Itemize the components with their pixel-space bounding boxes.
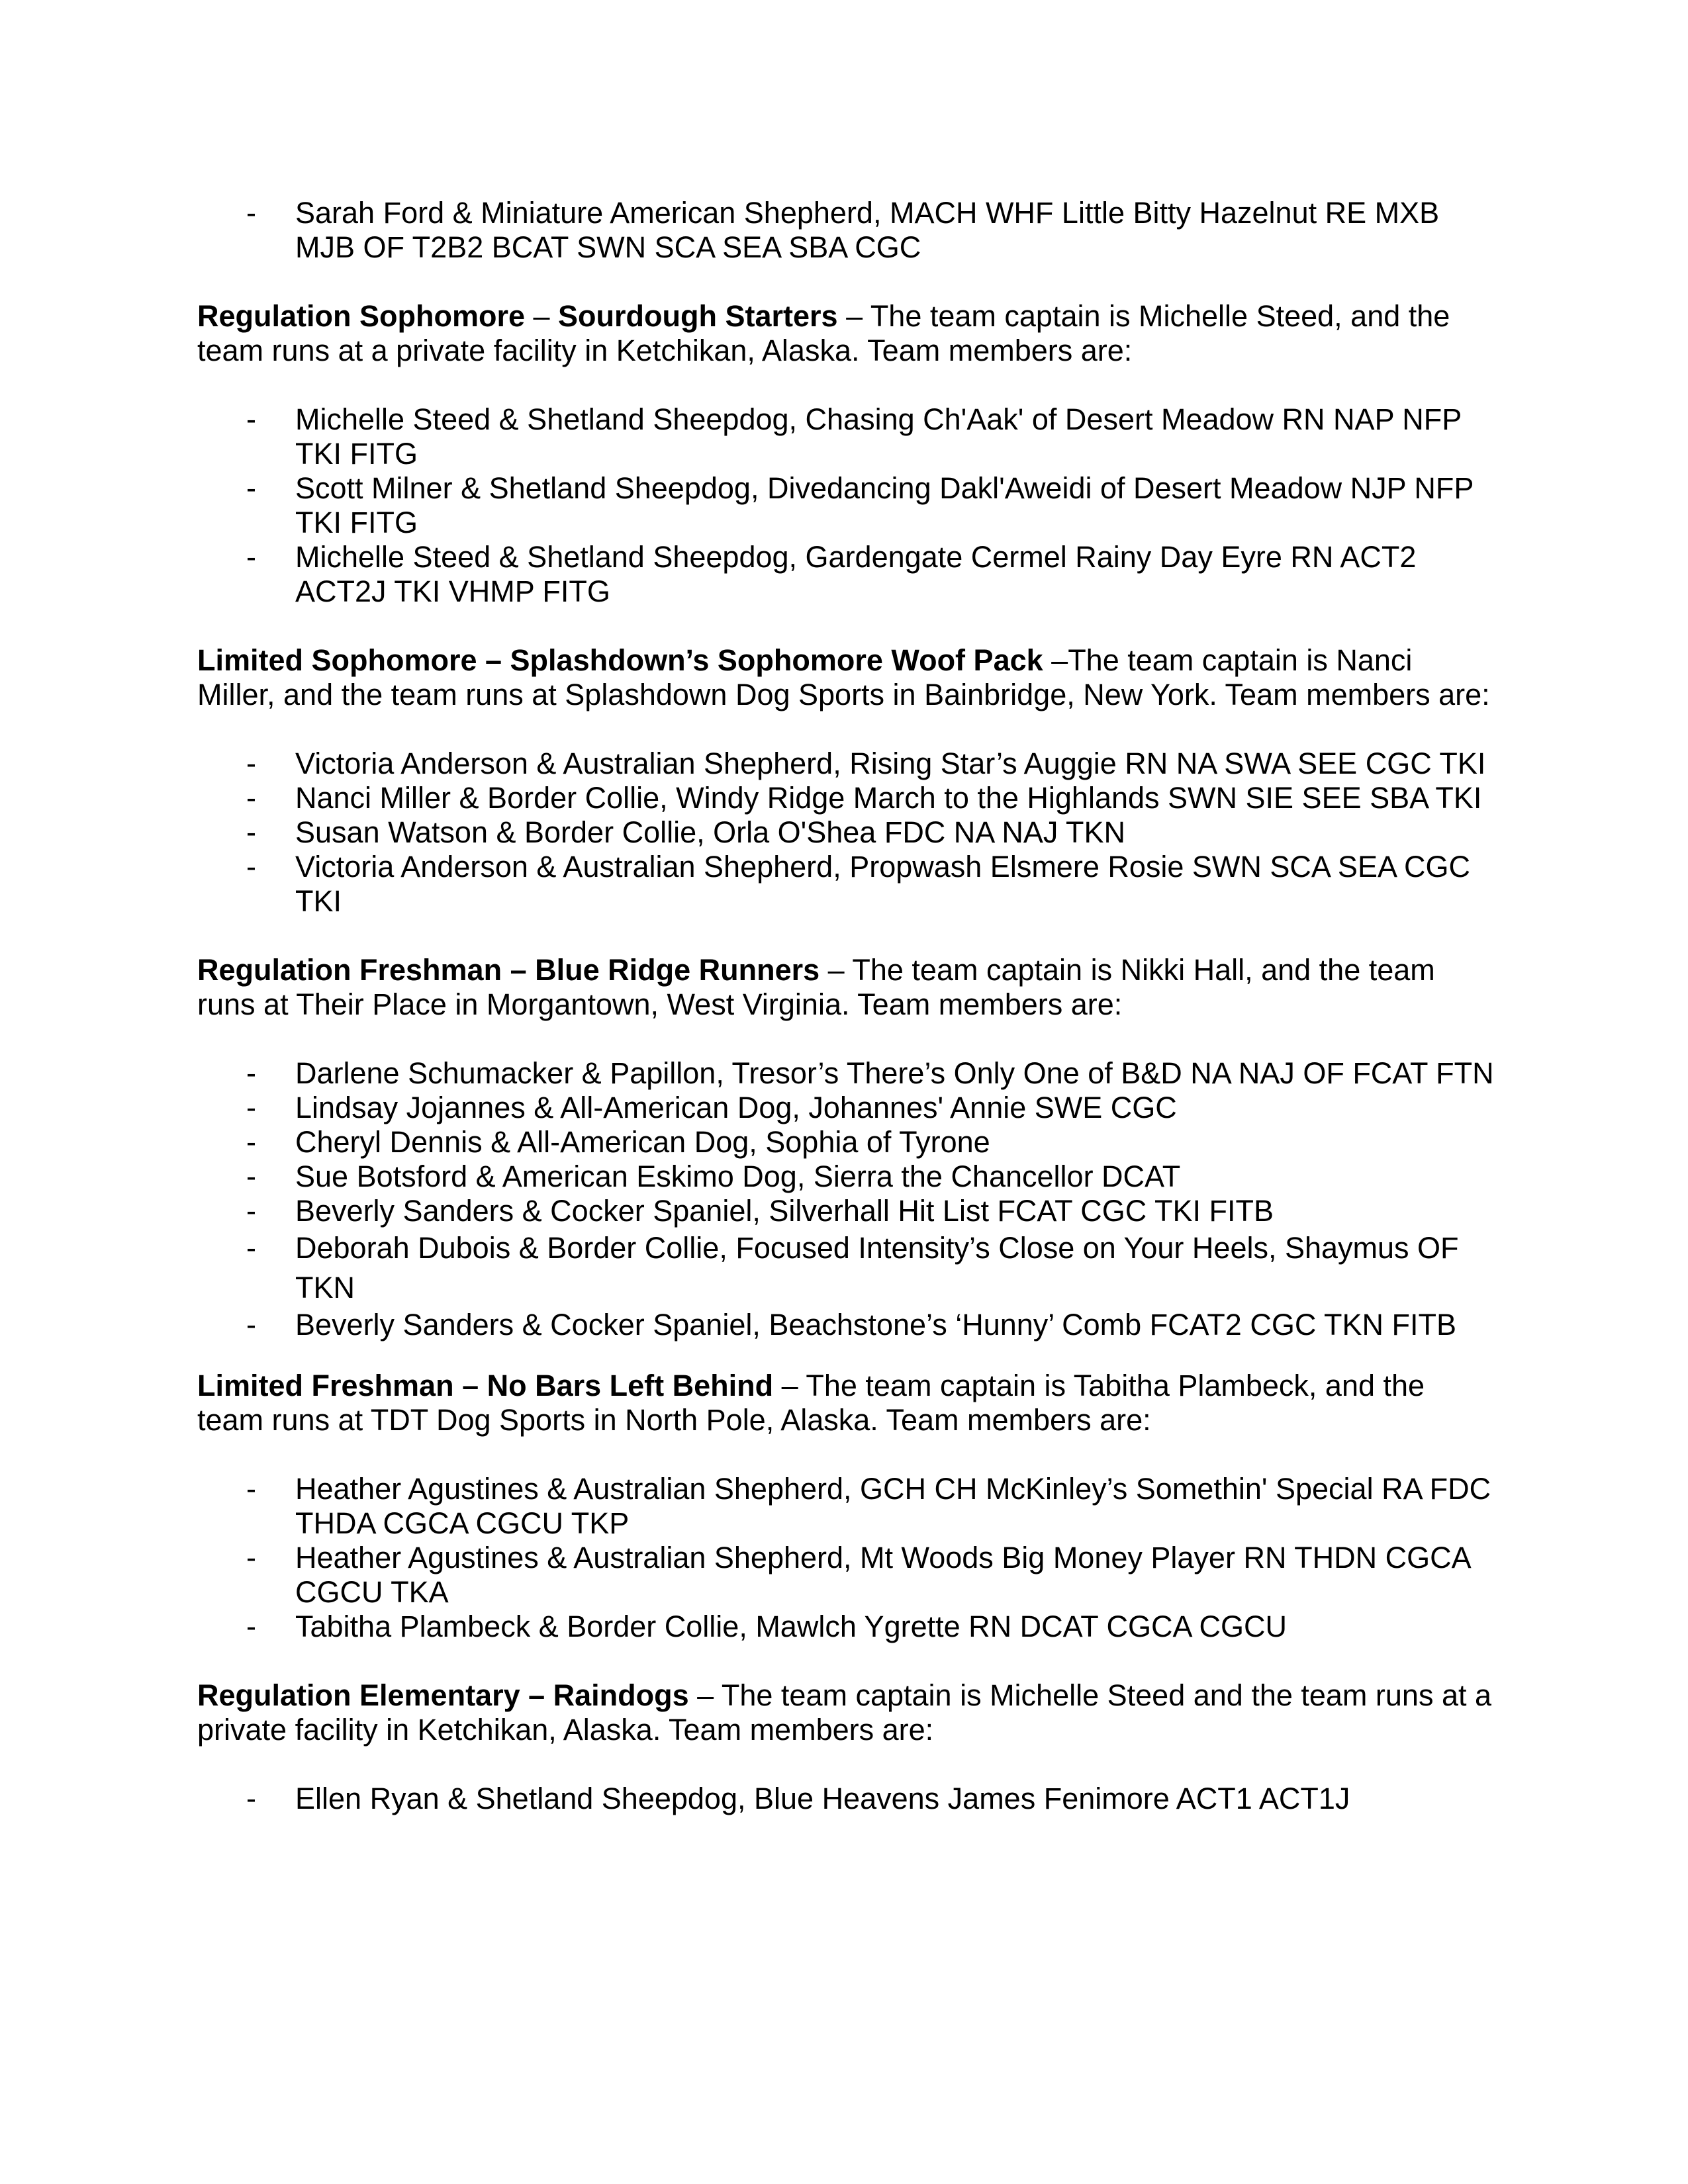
member-text: Cheryl Dennis & All-American Dog, Sophia of Tyrone (295, 1125, 990, 1159)
bullet-dash: - (246, 1091, 256, 1124)
team-paragraph-regulation-freshman (197, 953, 1495, 1022)
member-text: Sue Botsford & American Eskimo Dog, Sierra the Chancellor DCAT (295, 1160, 1181, 1193)
bullet-dash: - (246, 196, 256, 230)
bullet-dash: - (246, 402, 256, 436)
bullet-dash: - (246, 1472, 256, 1506)
member-list-limited-freshman (197, 1472, 1495, 1644)
member-text: Darlene Schumacker & Papillon, Tresor’s There’s Only One of B&D NA NAJ OF FCAT FTN (295, 1056, 1494, 1090)
member-item (197, 1160, 1495, 1194)
member-item (197, 1228, 1495, 1308)
division-heading: Regulation Elementary – Raindogs (197, 1678, 689, 1712)
team-paragraph-regulation-sophomore (197, 299, 1495, 368)
member-text: Deborah Dubois & Border Collie, Focused Intensity’s Close on Your Heels, Shaymus OF TKN (295, 1231, 1459, 1304)
document-page (197, 196, 1495, 1850)
bullet-dash: - (246, 1610, 256, 1643)
member-item (197, 1472, 1495, 1541)
bullet-dash: - (246, 1160, 256, 1193)
member-list-regulation-sophomore (197, 402, 1495, 609)
division-heading: Limited Sophomore – Splashdown’s Sophomore Woof Pack (197, 643, 1043, 677)
bullet-dash: - (246, 850, 256, 884)
member-item (197, 402, 1495, 471)
bullet-dash: - (246, 747, 256, 780)
member-text: Heather Agustines & Australian Shepherd, Mt Woods Big Money Player RN THDN CGCA CGCU TKA (295, 1541, 1470, 1609)
separator: – (773, 1369, 806, 1402)
member-text: Sarah Ford & Miniature American Shepherd, MACH WHF Little Bitty Hazelnut RE MXB MJB OF T2B2 BCAT SWN SCA SEA SBA CGC (295, 196, 1440, 264)
member-item (197, 1782, 1495, 1816)
member-text: Victoria Anderson & Australian Shepherd, Rising Star’s Auggie RN NA SWA SEE CGC TKI (295, 747, 1486, 780)
bullet-dash: - (246, 1308, 256, 1342)
member-text: Scott Milner & Shetland Sheepdog, Divedancing Dakl'Aweidi of Desert Meadow NJP NFP TKI FITG (295, 471, 1474, 539)
member-item (197, 1541, 1495, 1610)
member-item (197, 1308, 1495, 1342)
member-text: Michelle Steed & Shetland Sheepdog, Gardengate Cermel Rainy Day Eyre RN ACT2 ACT2J TKI VHMP FITG (295, 540, 1417, 608)
member-text: Ellen Ryan & Shetland Sheepdog, Blue Heavens James Fenimore ACT1 ACT1J (295, 1782, 1350, 1815)
member-item (197, 1056, 1495, 1091)
member-text: Beverly Sanders & Cocker Spaniel, Silverhall Hit List FCAT CGC TKI FITB (295, 1194, 1274, 1228)
member-text: Heather Agustines & Australian Shepherd, GCH CH McKinley’s Somethin' Special RA FDC THDA CGCA CGCU TKP (295, 1472, 1491, 1540)
team-description: The team captain is Nikki Hall, and the team runs at Their Place in Morgantown, West Virginia. Team members are: (197, 953, 1435, 1021)
member-item (197, 1125, 1495, 1160)
team-description: The team captain is Nanci Miller, and the team runs at Splashdown Dog Sports in Bainbridge, New York. Team members are: (197, 643, 1490, 711)
member-item (197, 196, 1495, 265)
member-text: Beverly Sanders & Cocker Spaniel, Beachstone’s ‘Hunny’ Comb FCAT2 CGC TKN FITB (295, 1308, 1457, 1342)
separator: – (820, 953, 853, 987)
separator: – (837, 299, 870, 333)
member-item (197, 747, 1495, 781)
separator: – (688, 1678, 722, 1712)
member-item (197, 815, 1495, 850)
division-heading: Limited Freshman – No Bars Left Behind (197, 1369, 774, 1402)
member-text: Tabitha Plambeck & Border Collie, Mawlch Ygrette RN DCAT CGCA CGCU (295, 1610, 1288, 1643)
bullet-dash: - (246, 1541, 256, 1574)
team-description: The team captain is Michelle Steed and the team runs at a private facility in Ketchikan, Alaska. Team members are: (197, 1678, 1492, 1747)
member-list-regulation-elementary (197, 1782, 1495, 1816)
member-text: Nanci Miller & Border Collie, Windy Ridge March to the Highlands SWN SIE SEE SBA TKI (295, 781, 1482, 815)
member-item (197, 1194, 1495, 1228)
member-text: Victoria Anderson & Australian Shepherd, Propwash Elsmere Rosie SWN SCA SEA CGC TKI (295, 850, 1470, 918)
bullet-dash: - (246, 1125, 256, 1159)
bullet-dash: - (246, 1231, 256, 1265)
member-list-continued (197, 196, 1495, 265)
team-name: Sourdough Starters (558, 299, 838, 333)
member-list-limited-sophomore (197, 747, 1495, 919)
member-text: Michelle Steed & Shetland Sheepdog, Chasing Ch'Aak' of Desert Meadow RN NAP NFP TKI FITG (295, 402, 1462, 471)
member-item (197, 1610, 1495, 1644)
team-paragraph-limited-sophomore (197, 643, 1495, 712)
bullet-dash: - (246, 540, 256, 574)
member-item (197, 781, 1495, 815)
member-list-regulation-freshman (197, 1056, 1495, 1342)
bullet-dash: - (246, 471, 256, 505)
bullet-dash: - (246, 781, 256, 815)
member-item (197, 1091, 1495, 1125)
separator: – (525, 299, 559, 333)
team-description: The team captain is Michelle Steed, and the team runs at a private facility in Ketchikan, Alaska. Team members are: (197, 299, 1450, 367)
member-item (197, 850, 1495, 919)
bullet-dash: - (246, 1782, 256, 1815)
division-heading: Regulation Sophomore (197, 299, 525, 333)
team-description: The team captain is Tabitha Plambeck, and the team runs at TDT Dog Sports in North Pole, Alaska. Team members are: (197, 1369, 1425, 1437)
team-paragraph-limited-freshman (197, 1369, 1495, 1437)
member-text: Lindsay Jojannes & All-American Dog, Johannes' Annie SWE CGC (295, 1091, 1177, 1124)
bullet-dash: - (246, 815, 256, 849)
division-heading: Regulation Freshman – Blue Ridge Runners (197, 953, 820, 987)
member-item (197, 540, 1495, 609)
member-item (197, 471, 1495, 540)
separator: – (1043, 643, 1068, 677)
bullet-dash: - (246, 1056, 256, 1090)
team-paragraph-regulation-elementary (197, 1678, 1495, 1747)
bullet-dash: - (246, 1194, 256, 1228)
member-text: Susan Watson & Border Collie, Orla O'Shea FDC NA NAJ TKN (295, 815, 1126, 849)
